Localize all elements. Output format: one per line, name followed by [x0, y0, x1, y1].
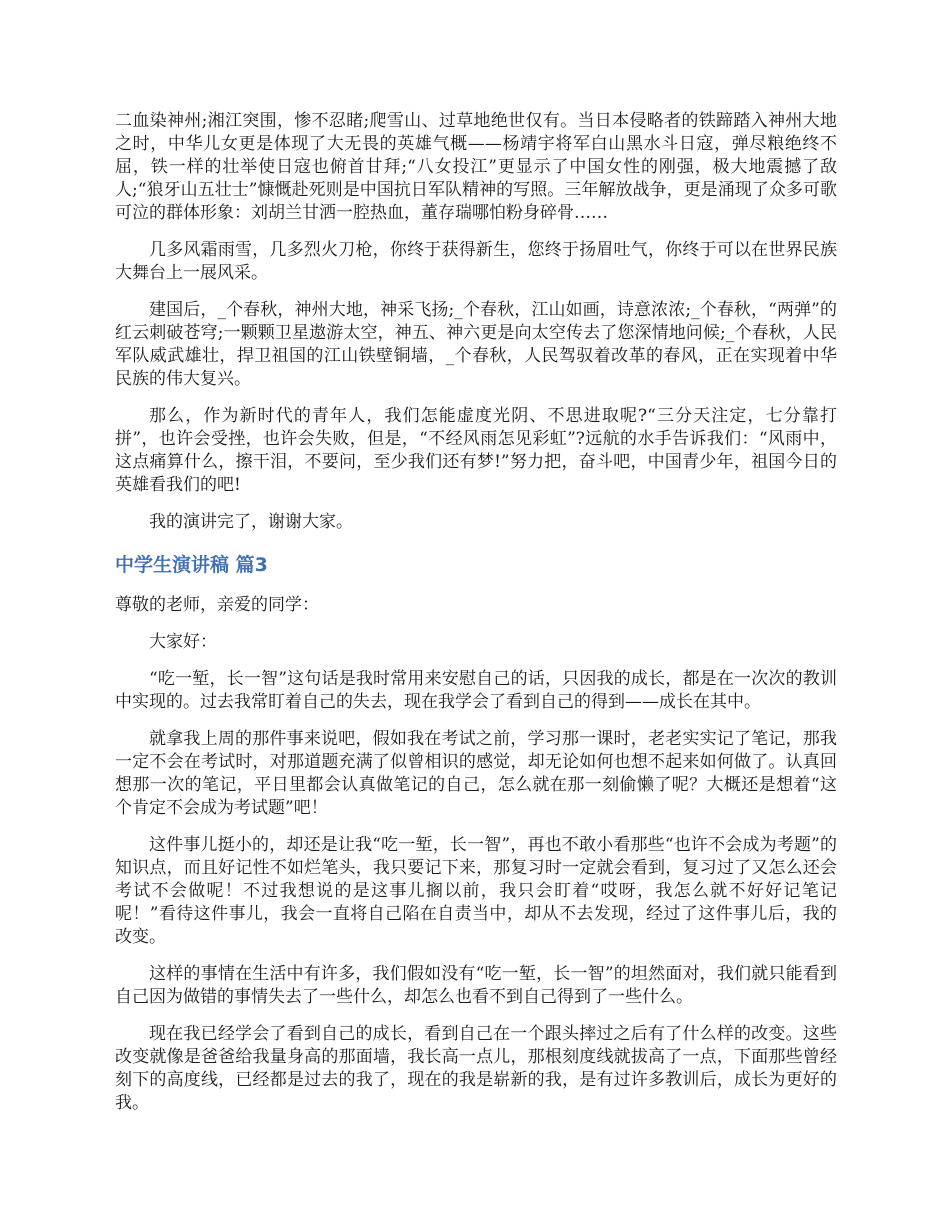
paragraph: “吃一堑，长一智”这句话是我时常用来安慰自己的话，只因我的成长，都是在一次次的教训中实现的。过去我常盯着自己的失去，现在我学会了看到自己的得到——成长在其中。	[115, 669, 837, 712]
paragraph-continued: 二血染神州;湘江突围，惨不忍睹;爬雪山、过草地绝世仅有。当日本侵略者的铁蹄踏入神州大地之时，中华儿女更是体现了大无畏的英雄气概——杨靖宇将军白山黑水斗日寇，弹尽粮绝终不屈，铁一样的壮举使日寇也俯首甘拜;“八女投江”更显示了中国女性的刚强，极大地震撼了敌人;“狼牙山五壮士”慷慨赴死则是中国抗日军队精神的写照。三年解放战争，更是涌现了众多可歌可泣的群体形象：刘胡兰甘洒一腔热血，董存瑞哪怕粉身碎骨……	[115, 111, 837, 223]
paragraph: 那么，作为新时代的青年人，我们怎能虚度光阴、不思进取呢?“三分天注定，七分靠打拼”，也许会受挫，也许会失败，但是，“不经风雨怎见彩虹”?远航的水手告诉我们：“风雨中，这点痛算什么，擦干泪，不要问，至少我们还有梦!”努力把，奋斗吧，中国青少年，祖国今日的英雄看我们的吧!	[115, 406, 837, 495]
document-page	[115, 110, 837, 1129]
paragraph: 现在我已经学会了看到自己的成长，看到自己在一个跟头摔过之后有了什么样的改变。这些改变就像是爸爸给我量身高的那面墙，我长高一点儿，那根刻度线就拔高了一点，下面那些曾经刻下的高度线，已经都是过去的我了，现在的我是崭新的我，是有过许多教训后，成长为更好的我。	[115, 1024, 837, 1113]
paragraph: 就拿我上周的那件事来说吧，假如我在考试之前，学习那一课时，老老实实记了笔记，那我一定不会在考试时，对那道题充满了似曾相识的感觉，却无论如何也想不起来如何做了。认真回想那一次的笔记，平日里都会认真做笔记的自己，怎么就在那一刻偷懒了呢？大概还是想着“这个肯定不会成为考试题”吧！	[115, 729, 837, 818]
salutation: 尊敬的老师，亲爱的同学：	[115, 595, 319, 615]
greeting: 大家好：	[149, 632, 217, 652]
paragraph: 几多风霜雨雪，几多烈火刀枪，你终于获得新生，您终于扬眉吐气，你终于可以在世界民族大舞台上一展风采。	[115, 240, 837, 283]
paragraph: 我的演讲完了，谢谢大家。	[149, 512, 353, 532]
paragraph: 这件事儿挺小的，却还是让我“吃一堑，长一智”，再也不敢小看那些“也许不会成为考题”的知识点，而且好记性不如烂笔头，我只要记下来，那复习时一定就会看到，复习过了又怎么还会考试不会做呢！不过我想说的是这事儿搁以前，我只会盯着“哎呀，我怎么就不好好记笔记呢！”看待这件事儿，我会一直将自己陷在自责当中，却从不去发现，经过了这件事儿后，我的改变。	[115, 835, 837, 947]
paragraph: 这样的事情在生活中有许多，我们假如没有“吃一堑，长一智”的坦然面对，我们就只能看到自己因为做错的事情失去了一些什么，却怎么也看不到自己得到了一些什么。	[115, 964, 837, 1007]
section-heading: 中学生演讲稿 篇3	[115, 554, 268, 576]
paragraph: 建国后，_个春秋，神州大地，神采飞扬;_个春秋，江山如画，诗意浓浓;_个春秋，“两弹”的红云刺破苍穹;一颗颗卫星遨游太空，神五、神六更是向太空传去了您深情地问候;_个春秋，人民军队威武雄壮，捍卫祖国的江山铁壁铜墙，_个春秋，人民驾驭着改革的春风，正在实现着中华民族的伟大复兴。	[115, 300, 837, 389]
